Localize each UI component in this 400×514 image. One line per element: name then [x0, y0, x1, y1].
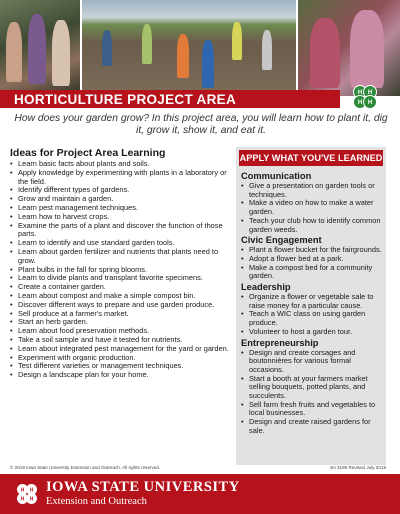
- learning-item: • Learn how to harvest crops.: [10, 213, 232, 222]
- extension-clover-icon: [14, 481, 40, 507]
- university-name: IOWA STATE UNIVERSITY: [46, 479, 240, 495]
- learning-item: • Sell produce at a farmer's market.: [10, 310, 232, 319]
- learning-item: • Learn to divide plants and transplant favorite specimens.: [10, 274, 232, 283]
- apply-item: • Make a video on how to make a water garden.: [241, 199, 382, 216]
- svg-text:H: H: [367, 100, 373, 106]
- apply-item: • Organize a flower or vegetable sale to raise money for a particular cause.: [241, 293, 382, 310]
- apply-sections: [236, 166, 386, 436]
- apply-section-title: Civic Engagement: [241, 235, 322, 246]
- copyright: © 2019 Iowa State University Extension and Outreach. All rights reserved.: [10, 465, 161, 470]
- learning-item: • Take a soil sample and have it tested for nutrients.: [10, 336, 232, 345]
- photo-girls-planting: [298, 0, 400, 96]
- learning-list: [10, 160, 232, 380]
- apply-item: • Give a presentation on garden tools or techniques.: [241, 182, 382, 199]
- svg-text:H: H: [367, 90, 373, 96]
- learning-item: • Examine the parts of a plant and discover the function of those parts.: [10, 222, 232, 240]
- tagline: How does your garden grow? In this project area, you will learn how to plant it, dig it, grow it, show it, and eat it.: [14, 113, 388, 136]
- learning-item: • Apply knowledge by experimenting with plants in a laboratory or the field.: [10, 169, 232, 187]
- learning-ideas: [10, 147, 232, 380]
- header-photos: [0, 0, 400, 96]
- apply-section-list: [241, 182, 382, 234]
- learning-item: • Identify different types of gardens.: [10, 186, 232, 195]
- apply-section-title: Leadership: [241, 282, 291, 293]
- apply-section-title: Communication: [241, 171, 312, 181]
- learning-item: • Plant bulbs in the fall for spring blooms.: [10, 266, 232, 275]
- photo-garden-group: [82, 0, 296, 96]
- svg-text:H: H: [20, 496, 25, 503]
- title-banner: [0, 90, 340, 108]
- apply-item: • Design and create raised gardens for sale.: [241, 418, 382, 435]
- learning-item: • Start an herb garden.: [10, 318, 232, 327]
- learning-item: • Learn pest management techniques.: [10, 204, 232, 213]
- apply-title: APPLY WHAT YOU'VE LEARNED: [239, 150, 383, 166]
- apply-item: • Plant a flower bucket for the fairgrounds.: [241, 246, 382, 255]
- svg-text:H: H: [29, 496, 34, 503]
- apply-section-title: Entrepreneurship: [241, 337, 319, 348]
- learning-item: • Experiment with organic production.: [10, 354, 232, 363]
- 4h-clover-icon: [350, 82, 380, 112]
- learning-item: • Learn to identify and use standard garden tools.: [10, 239, 232, 248]
- document-id: 4H 3185 Revised July 2019: [329, 465, 386, 470]
- apply-item: • Make a compost bed for a community garden.: [241, 264, 382, 281]
- svg-text:H: H: [29, 487, 34, 494]
- apply-item: • Design and create corsages and boutonnières for various formal occasions.: [241, 349, 382, 375]
- apply-section-list: [241, 246, 382, 281]
- apply-item: • Teach a WIC class on using garden produce.: [241, 310, 382, 327]
- apply-panel: [236, 147, 386, 465]
- svg-text:H: H: [357, 90, 363, 96]
- learning-item: • Learn about compost and make a simple compost bin.: [10, 292, 232, 301]
- learning-title: Ideas for Project Area Learning: [10, 147, 166, 159]
- apply-item: • Volunteer to host a garden tour.: [241, 328, 382, 337]
- learning-item: • Learn about integrated pest management for the yard or garden.: [10, 345, 232, 354]
- apply-section-list: [241, 349, 382, 436]
- apply-item: • Teach your club how to identify common garden weeds.: [241, 217, 382, 234]
- extension-unit: Extension and Outreach: [46, 496, 147, 507]
- learning-item: • Test different varieties or management techniques.: [10, 362, 232, 371]
- page-title: HORTICULTURE PROJECT AREA: [14, 92, 237, 107]
- svg-text:H: H: [20, 487, 25, 494]
- apply-item: • Adopt a flower bed at a park.: [241, 255, 382, 264]
- photo-kids-with-plants: [0, 0, 80, 96]
- learning-item: • Discover different ways to prepare and use garden produce.: [10, 301, 232, 310]
- svg-text:H: H: [357, 100, 363, 106]
- apply-item: • Sell farm fresh fruits and vegetables to local businesses.: [241, 401, 382, 418]
- learning-item: • Learn about food preservation methods.: [10, 327, 232, 336]
- learning-item: • Create a container garden.: [10, 283, 232, 292]
- learning-item: • Design a landscape plan for your home.: [10, 371, 232, 380]
- learning-item: • Grow and maintain a garden.: [10, 195, 232, 204]
- apply-section-list: [241, 293, 382, 337]
- learning-item: • Learn about garden fertilizer and nutrients that plants need to grow.: [10, 248, 232, 266]
- learning-item: • Learn basic facts about plants and soils.: [10, 160, 232, 169]
- apply-item: • Start a booth at your farmers market selling bouquets, potted plants, and succulents.: [241, 375, 382, 401]
